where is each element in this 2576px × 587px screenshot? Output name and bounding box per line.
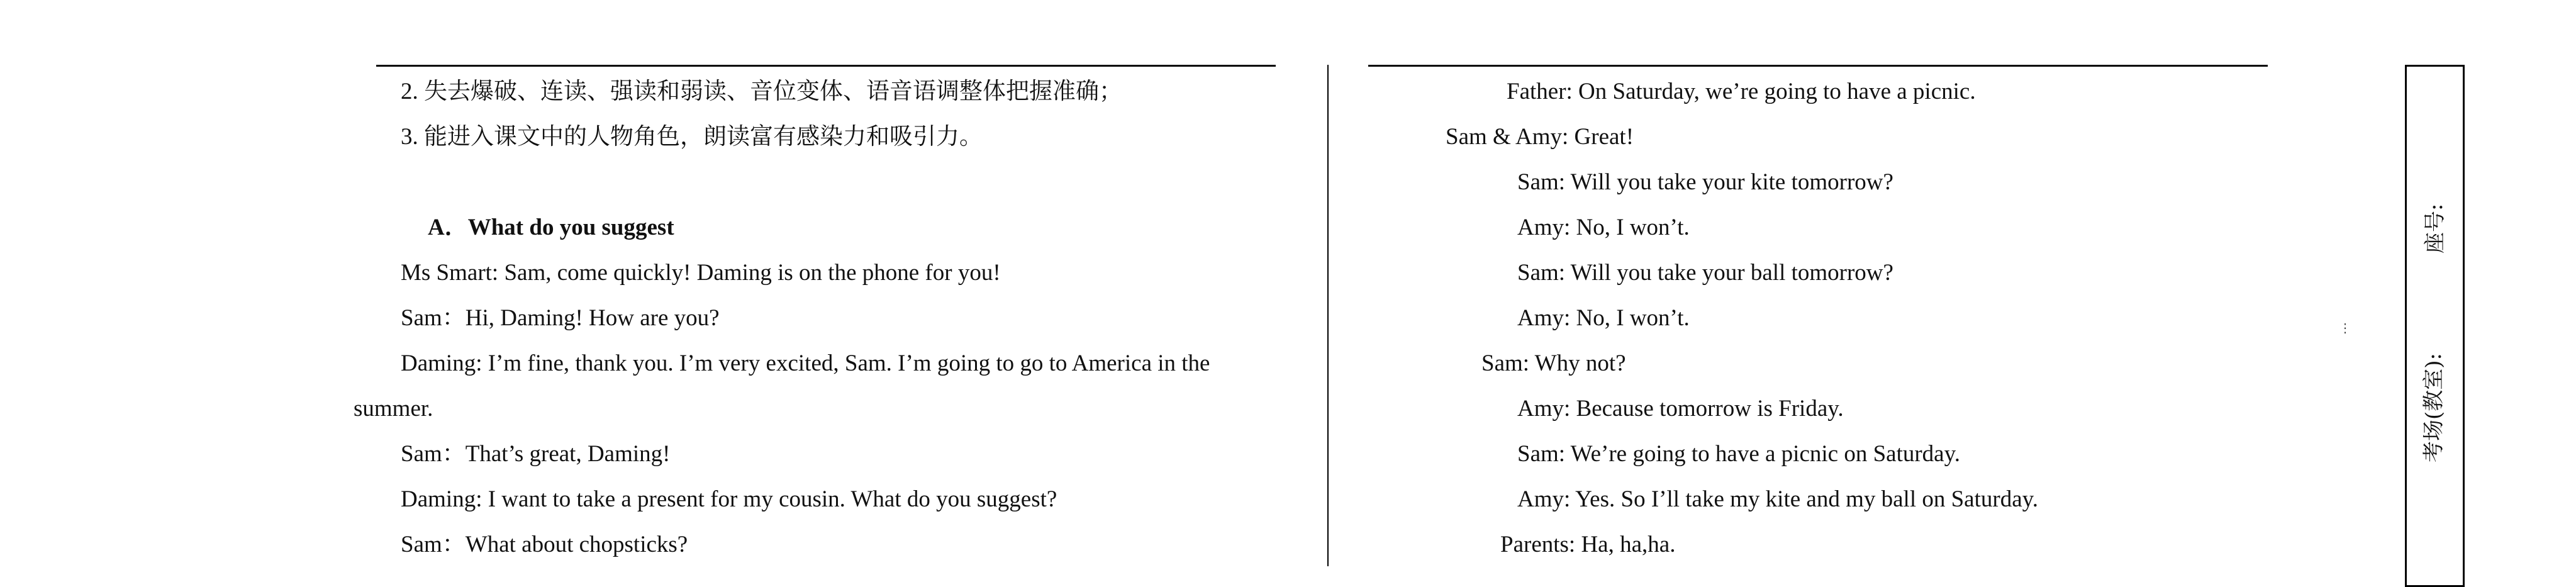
binding-dots: ⋮ <box>2339 321 2351 335</box>
dialogue-line: Sam：Hi, Daming! How are you? <box>401 305 720 331</box>
dialogue-line: Sam: Will you take your kite tomorrow? <box>1517 169 1893 195</box>
dialogue-line: Daming: I’m fine, thank you. I’m very excited, Sam. I’m going to go to America in the <box>401 350 1210 376</box>
objective-2: 2. 失去爆破、连读、强读和弱读、音位变体、语音语调整体把握准确； <box>401 79 1122 104</box>
exam-room-label: 考场(教室): <box>2421 353 2446 462</box>
dialogue-line: Sam：What about chopsticks? <box>401 532 688 557</box>
dialogue-line: Amy: No, I won’t. <box>1517 305 1690 331</box>
dialogue-line: Amy: Yes. So I’ll take my kite and my ball on Saturday. <box>1517 486 2038 512</box>
page-divider <box>1327 65 1329 566</box>
right-top-rule <box>1368 65 2268 67</box>
dialogue-line: Sam & Amy: Great! <box>1446 124 1634 150</box>
exam-info-box <box>2405 65 2465 587</box>
dialogue-line: Sam：That’s great, Daming! <box>401 441 671 467</box>
dialogue-line: Parents: Ha, ha,ha. <box>1500 532 1676 557</box>
dialogue-line: Daming: I want to take a present for my cousin. What do you suggest? <box>401 486 1057 512</box>
objective-3: 3. 能进入课文中的人物角色，朗读富有感染力和吸引力。 <box>401 124 983 150</box>
dialogue-line-continuation: summer. <box>354 396 433 422</box>
dialogue-line: Sam: Will you take your ball tomorrow? <box>1517 260 1893 286</box>
dialogue-line: Sam: Why not? <box>1481 350 1626 376</box>
section-heading: A．What do you suggest <box>428 215 674 240</box>
dialogue-line: Sam: We’re going to have a picnic on Saturday. <box>1517 441 1960 467</box>
seat-number-label: 座号: <box>2423 203 2448 254</box>
dialogue-line: Father: On Saturday, we’re going to have a picnic. <box>1507 79 1976 104</box>
dialogue-line: Amy: Because tomorrow is Friday. <box>1517 396 1844 422</box>
left-top-rule <box>376 65 1276 67</box>
dialogue-line: Ms Smart: Sam, come quickly! Daming is on the phone for you! <box>401 260 1001 286</box>
dialogue-line: Amy: No, I won’t. <box>1517 215 1690 240</box>
